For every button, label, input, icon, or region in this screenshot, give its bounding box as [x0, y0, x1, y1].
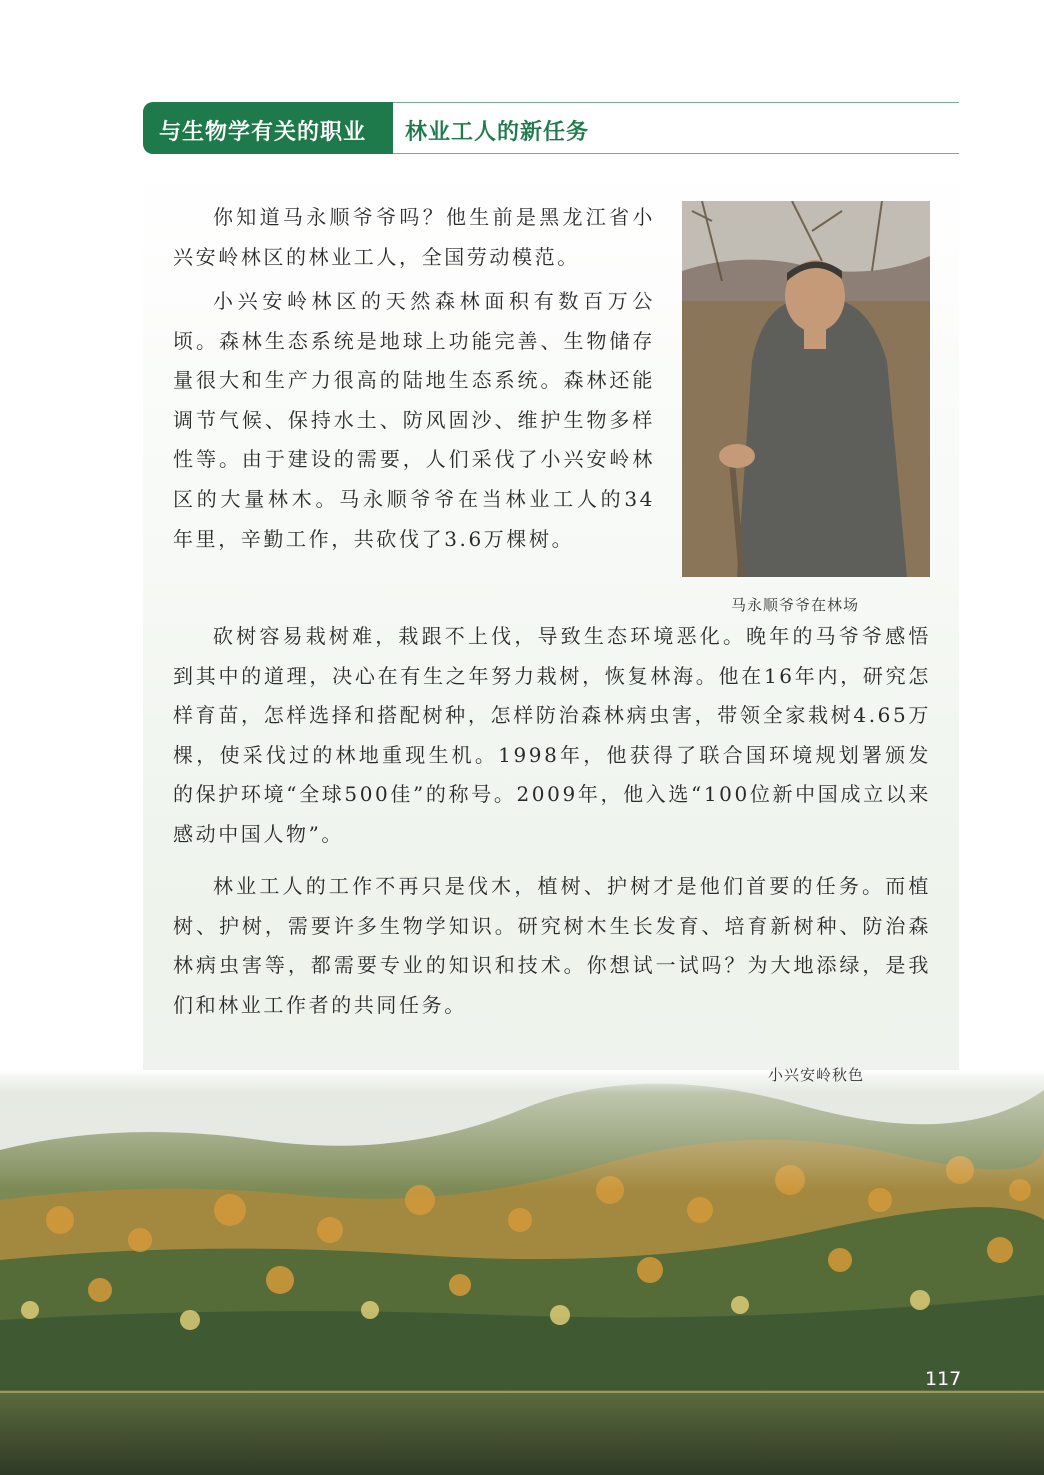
paragraph-task: 林业工人的工作不再只是伐木，植树、护树才是他们首要的任务。而植树、护树，需要许多生物学知识。研究树木生长发育、培育新树种、防治森林病虫害等，都需要专业的知识和技术。你想试一试吗？为大地添绿，是我们和林业工作者的共同任务。: [173, 874, 931, 1017]
portrait-caption: 马永顺爷爷在林场: [731, 596, 860, 614]
career-tab: [143, 102, 393, 154]
portrait-photo: [682, 201, 930, 577]
header-rule-bottom: [393, 153, 959, 154]
page-number: 117: [925, 1368, 962, 1390]
career-tab-label: 与生物学有关的职业: [159, 120, 367, 145]
autumn-forest-image: [0, 1070, 1044, 1475]
page-title: 林业工人的新任务: [405, 120, 590, 145]
landscape-caption: 小兴安岭秋色: [768, 1066, 865, 1084]
paragraph-intro: 你知道马永顺爷爷吗？他生前是黑龙江省小兴安岭林区的林业工人，全国劳动模范。: [173, 205, 655, 269]
paragraph-forest: 小兴安岭林区的天然森林面积有数百万公顷。森林生态系统是地球上功能完善、生物储存量很大和生产力很高的陆地生态系统。森林还能调节气候、保持水土、防风固沙、维护生物多样性等。由于建设的需要，人们采伐了小兴安岭林区的大量林木。马永顺爷爷在当林业工人的34年里，辛勤工作，共砍伐了3.6万棵树。: [173, 289, 655, 551]
header-rule-top: [393, 102, 959, 103]
paragraph-replanting: 砍树容易栽树难，栽跟不上伐，导致生态环境恶化。晚年的马爷爷感悟到其中的道理，决心在有生之年努力栽树，恢复林海。他在16年内，研究怎样育苗，怎样选择和搭配树种，怎样防治森林病虫害，带领全家栽树4.65万棵，使采伐过的林地重现生机。1998年，他获得了联合国环境规划署颁发的保护环境“全球500佳”的称号。2009年，他入选“100位新中国成立以来感动中国人物”。: [173, 624, 931, 846]
section-header: [143, 102, 959, 154]
